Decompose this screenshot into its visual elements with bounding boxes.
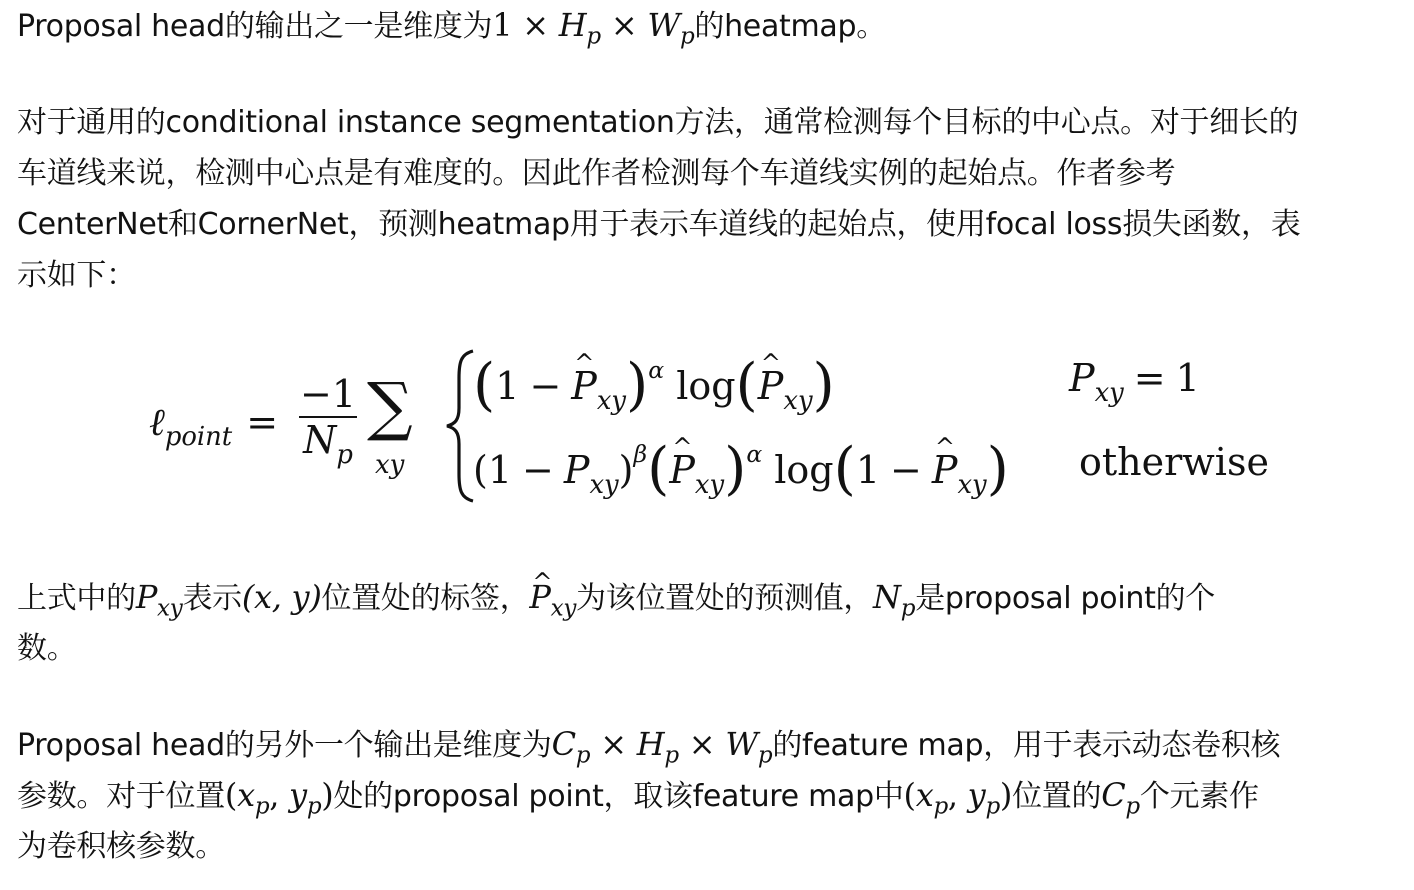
paragraph-method-line3: CenterNet和CornerNet，预测heatmap用于表示车道线的起始点，使用focal loss损失函数，表: [17, 207, 1301, 242]
focal-loss-formula: [17, 330, 1397, 520]
text: 的heatmap。: [694, 9, 886, 44]
math-N-p: $N_p$: [873, 578, 916, 622]
summation-symbol: ∑: [367, 370, 413, 444]
case-2-condition: otherwise: [1079, 440, 1269, 484]
math-dims: $1 \times H_p \times W_p$: [492, 6, 695, 50]
paragraph-heatmap-intro: [17, 0, 1392, 62]
case-1-condition: $P_{xy} = 1$: [1069, 356, 1200, 408]
math-position-2: ($x_p$, $y_p$): [903, 776, 1013, 820]
text: Proposal head的输出之一是维度为: [17, 9, 493, 44]
formula-fraction: −1 $N_p$: [299, 372, 357, 470]
paragraph-label-definition-line1: 上式中的$P_{xy}$表示(x, y)位置处的标签，^ $P_{xy}$为该位置处的预测值，$N_p$是proposal point的个: [17, 572, 1392, 634]
math-feature-dims: $C_p \times H_p \times W_p$: [551, 725, 773, 769]
math-position-1: ($x_p$, $y_p$): [224, 776, 334, 820]
paragraph-method-line4: 示如下：: [17, 258, 136, 293]
math-C-p: $C_p$: [1101, 776, 1140, 820]
summation-index: xy: [375, 450, 405, 480]
paragraph-feature-map-line3: 为卷积核参数。: [17, 829, 225, 864]
cases-brace: [441, 348, 477, 504]
paragraph-feature-map-line2: 参数。对于位置($x_p$, $y_p$)处的proposal point，取该feature map中($x_p$, $y_p$)位置的$C_p$个元素作: [17, 776, 1259, 820]
math-P-hat-xy: ^ $P_{xy}$: [529, 578, 576, 616]
paragraph-method-line1: 对于通用的conditional instance segmentation方法，通常检测每个目标的中心点。对于细长的: [17, 105, 1299, 140]
case-2-expression: $(1 - P_{xy})^\beta(\^{}$ $P_{xy})^\alpha$ log(1 −^ $P_{xy}$): [473, 440, 1009, 500]
math-coord: (x, y): [241, 578, 322, 616]
paragraph-feature-map-line1: Proposal head的另外一个输出是维度为$C_p \times H_p \times W_p$的feature map，用于表示动态卷积核: [17, 725, 1281, 769]
case-1-expression: (1 −^ $P_{xy})^\alpha$ log(^ $P_{xy}$): [473, 356, 835, 416]
paragraph-method-line2: 车道线来说，检测中心点是有难度的。因此作者检测每个车道线实例的起始点。作者参考: [17, 156, 1176, 191]
paragraph-label-definition-line2: 数。: [17, 631, 77, 666]
math-P-xy: $P_{xy}$: [135, 578, 183, 622]
formula-lhs: ℓ$_{point}$ =: [149, 400, 279, 452]
